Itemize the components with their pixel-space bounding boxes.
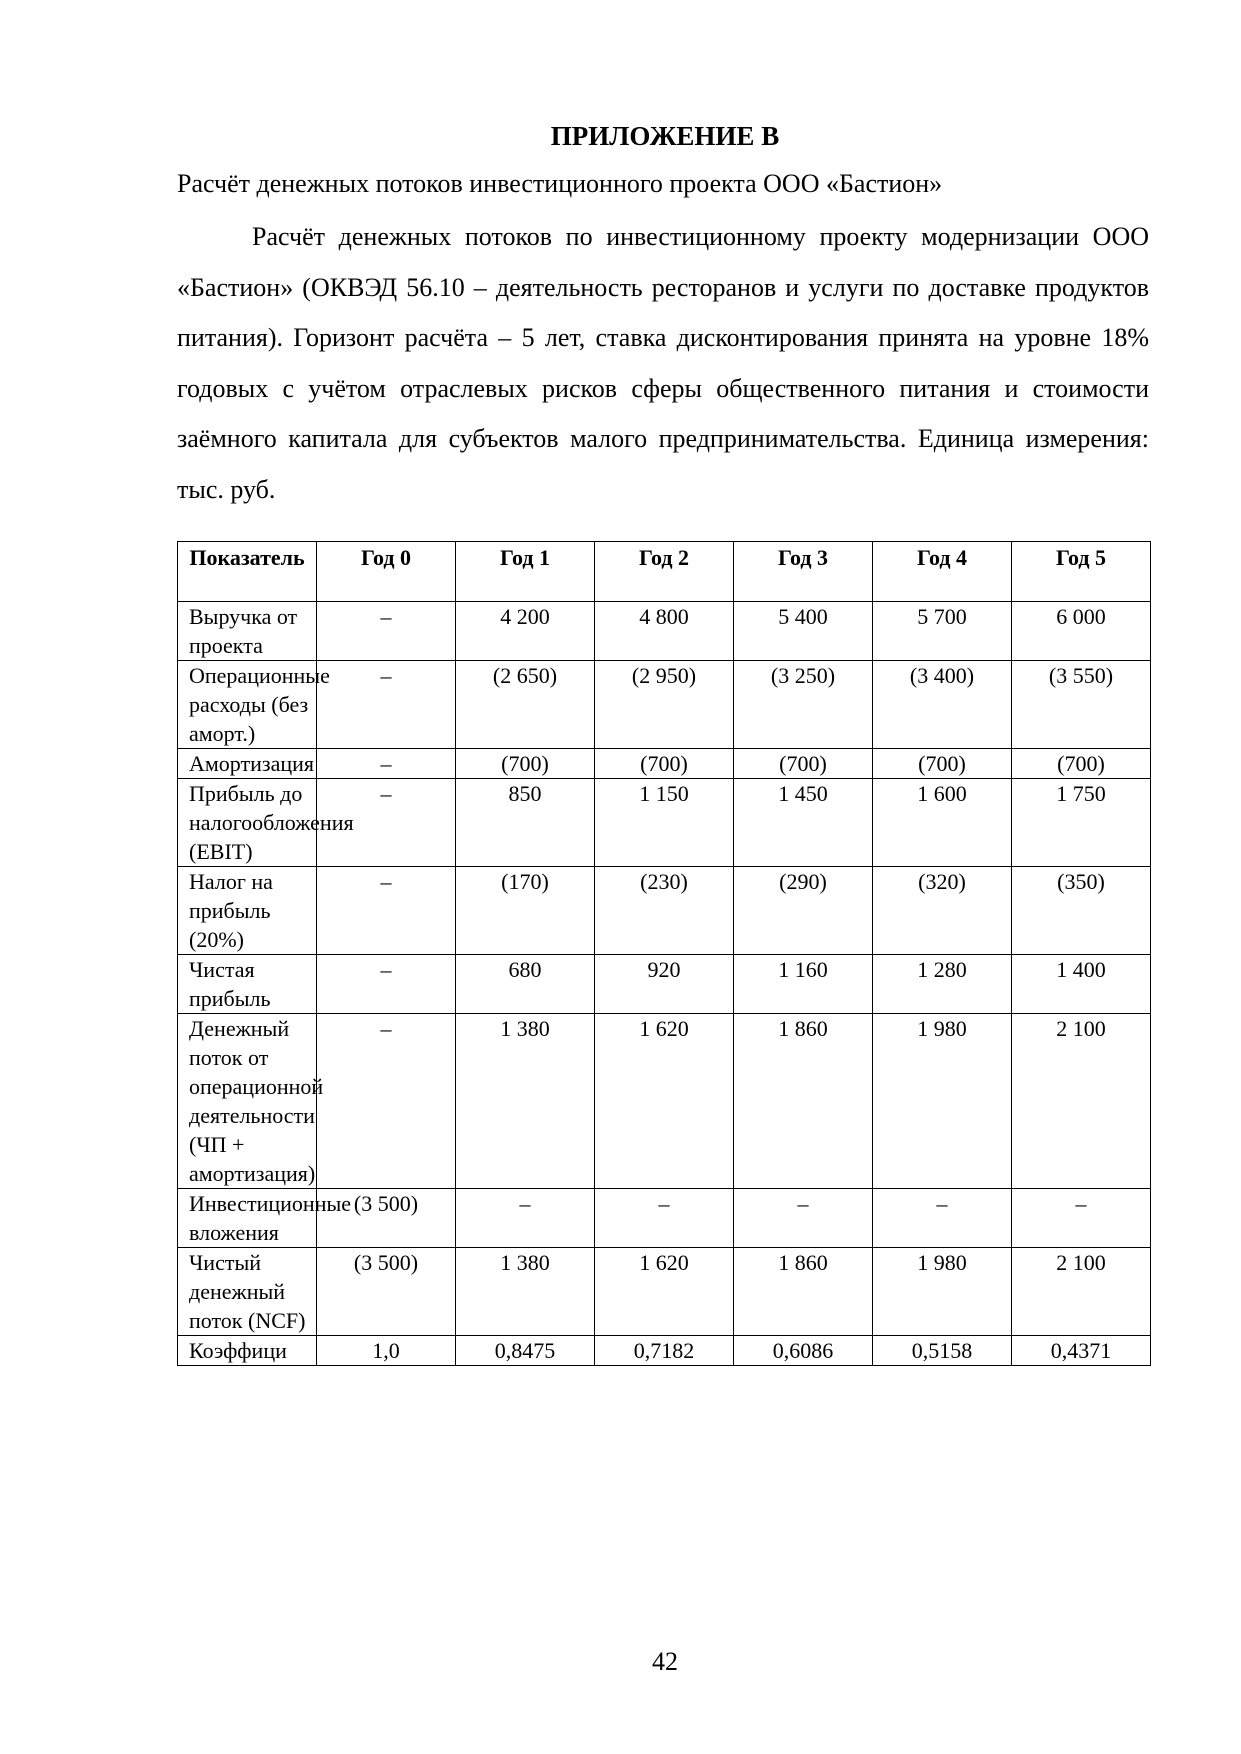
table-cell: 1 400	[1012, 955, 1151, 1014]
table-cell: 0,4371	[1012, 1336, 1151, 1366]
table-cell: (170)	[456, 867, 595, 955]
row-label: Налог на прибыль (20%)	[178, 867, 317, 955]
header-year-0: Год 0	[317, 542, 456, 602]
table-row	[178, 1248, 1151, 1336]
row-label: Инвестиционные вложения	[178, 1189, 317, 1248]
table-row	[178, 1189, 1151, 1248]
row-label: Чистая прибыль	[178, 955, 317, 1014]
table-cell: (3 250)	[734, 661, 873, 749]
row-label: Операционные расходы (без аморт.)	[178, 661, 317, 749]
row-label: Прибыль до налогообложения (EBIT)	[178, 779, 317, 867]
table-row	[178, 779, 1151, 867]
table-cell: 1 280	[873, 955, 1012, 1014]
table-cell: 4 200	[456, 602, 595, 661]
header-year-4: Год 4	[873, 542, 1012, 602]
table-cell: 0,6086	[734, 1336, 873, 1366]
table-cell: 1 600	[873, 779, 1012, 867]
header-year-5: Год 5	[1012, 542, 1151, 602]
table-cell: 4 800	[595, 602, 734, 661]
header-year-2: Год 2	[595, 542, 734, 602]
table-cell: –	[734, 1189, 873, 1248]
table-cell: (2 950)	[595, 661, 734, 749]
row-label: Денежный поток от операционной деятельности (ЧП + амортизация)	[178, 1014, 317, 1189]
table-cell: (350)	[1012, 867, 1151, 955]
table-cell: –	[317, 602, 456, 661]
table-cell: 5 400	[734, 602, 873, 661]
table-cell: (320)	[873, 867, 1012, 955]
table-cell: (290)	[734, 867, 873, 955]
table-row	[178, 749, 1151, 779]
table-cell: 0,8475	[456, 1336, 595, 1366]
table-cell: (700)	[1012, 749, 1151, 779]
table-cell: –	[317, 779, 456, 867]
table-cell: (3 500)	[317, 1248, 456, 1336]
table-cell: (230)	[595, 867, 734, 955]
table-cell: 1 380	[456, 1014, 595, 1189]
table-cell: 0,7182	[595, 1336, 734, 1366]
table-cell: 680	[456, 955, 595, 1014]
header-year-1: Год 1	[456, 542, 595, 602]
table-cell: –	[317, 661, 456, 749]
table-cell: 0,5158	[873, 1336, 1012, 1366]
table-cell: –	[317, 955, 456, 1014]
table-row	[178, 661, 1151, 749]
table-cell: 1 860	[734, 1014, 873, 1189]
table-cell: (3 400)	[873, 661, 1012, 749]
table-cell: –	[317, 867, 456, 955]
table-cell: –	[317, 749, 456, 779]
table-cell: 5 700	[873, 602, 1012, 661]
table-cell: –	[873, 1189, 1012, 1248]
table-cell: (2 650)	[456, 661, 595, 749]
table-cell: 1 980	[873, 1014, 1012, 1189]
table-cell: 1 380	[456, 1248, 595, 1336]
table-cell: 2 100	[1012, 1248, 1151, 1336]
table-cell: –	[317, 1014, 456, 1189]
table-row	[178, 602, 1151, 661]
table-cell: 1 750	[1012, 779, 1151, 867]
table-cell: 1 150	[595, 779, 734, 867]
table-row	[178, 867, 1151, 955]
table-cell: 1 980	[873, 1248, 1012, 1336]
table-cell: 1 450	[734, 779, 873, 867]
row-label: Коэффици	[178, 1336, 317, 1366]
table-cell: 1 160	[734, 955, 873, 1014]
intro-paragraph: Расчёт денежных потоков по инвестиционному проекту модернизации ООО «Бастион» (ОКВЭД 56.10 – деятельность ресторанов и услуги по доставке продуктов питания). Горизонт расчёта – 5 лет, ставка дисконтирования принята на уровне 18% годовых с учётом отраслевых рисков сферы общественного питания и стоимости заёмного капитала для субъектов малого предпринимательства. Единица измерения: тыс. руб.	[177, 222, 1149, 504]
page-number: 42	[652, 1647, 678, 1676]
header-indicator: Показатель	[178, 542, 317, 602]
appendix-title: ПРИЛОЖЕНИЕ В	[550, 121, 780, 151]
table-header-row	[178, 542, 1151, 602]
table-cell: 1,0	[317, 1336, 456, 1366]
table-cell: (3 550)	[1012, 661, 1151, 749]
row-label: Чистый денежный поток (NCF)	[178, 1248, 317, 1336]
table-cell: 1 860	[734, 1248, 873, 1336]
table-cell: 2 100	[1012, 1014, 1151, 1189]
table-cell: 920	[595, 955, 734, 1014]
table-cell: (3 500)	[317, 1189, 456, 1248]
table-cell: 1 620	[595, 1248, 734, 1336]
table-cell: –	[595, 1189, 734, 1248]
header-year-3: Год 3	[734, 542, 873, 602]
table-cell: (700)	[734, 749, 873, 779]
table-cell: (700)	[595, 749, 734, 779]
table-row	[178, 1014, 1151, 1189]
row-label: Амортизация	[178, 749, 317, 779]
table-cell: 850	[456, 779, 595, 867]
table-cell: 1 620	[595, 1014, 734, 1189]
table-cell: (700)	[456, 749, 595, 779]
table-row	[178, 1336, 1151, 1366]
table-row	[178, 955, 1151, 1014]
row-label: Выручка от проекта	[178, 602, 317, 661]
appendix-subtitle: Расчёт денежных потоков инвестиционного проекта ООО «Бастион»	[177, 169, 943, 198]
table-cell: –	[456, 1189, 595, 1248]
cash-flow-table	[177, 541, 1151, 1366]
table-cell: (700)	[873, 749, 1012, 779]
table-cell: –	[1012, 1189, 1151, 1248]
table-cell: 6 000	[1012, 602, 1151, 661]
